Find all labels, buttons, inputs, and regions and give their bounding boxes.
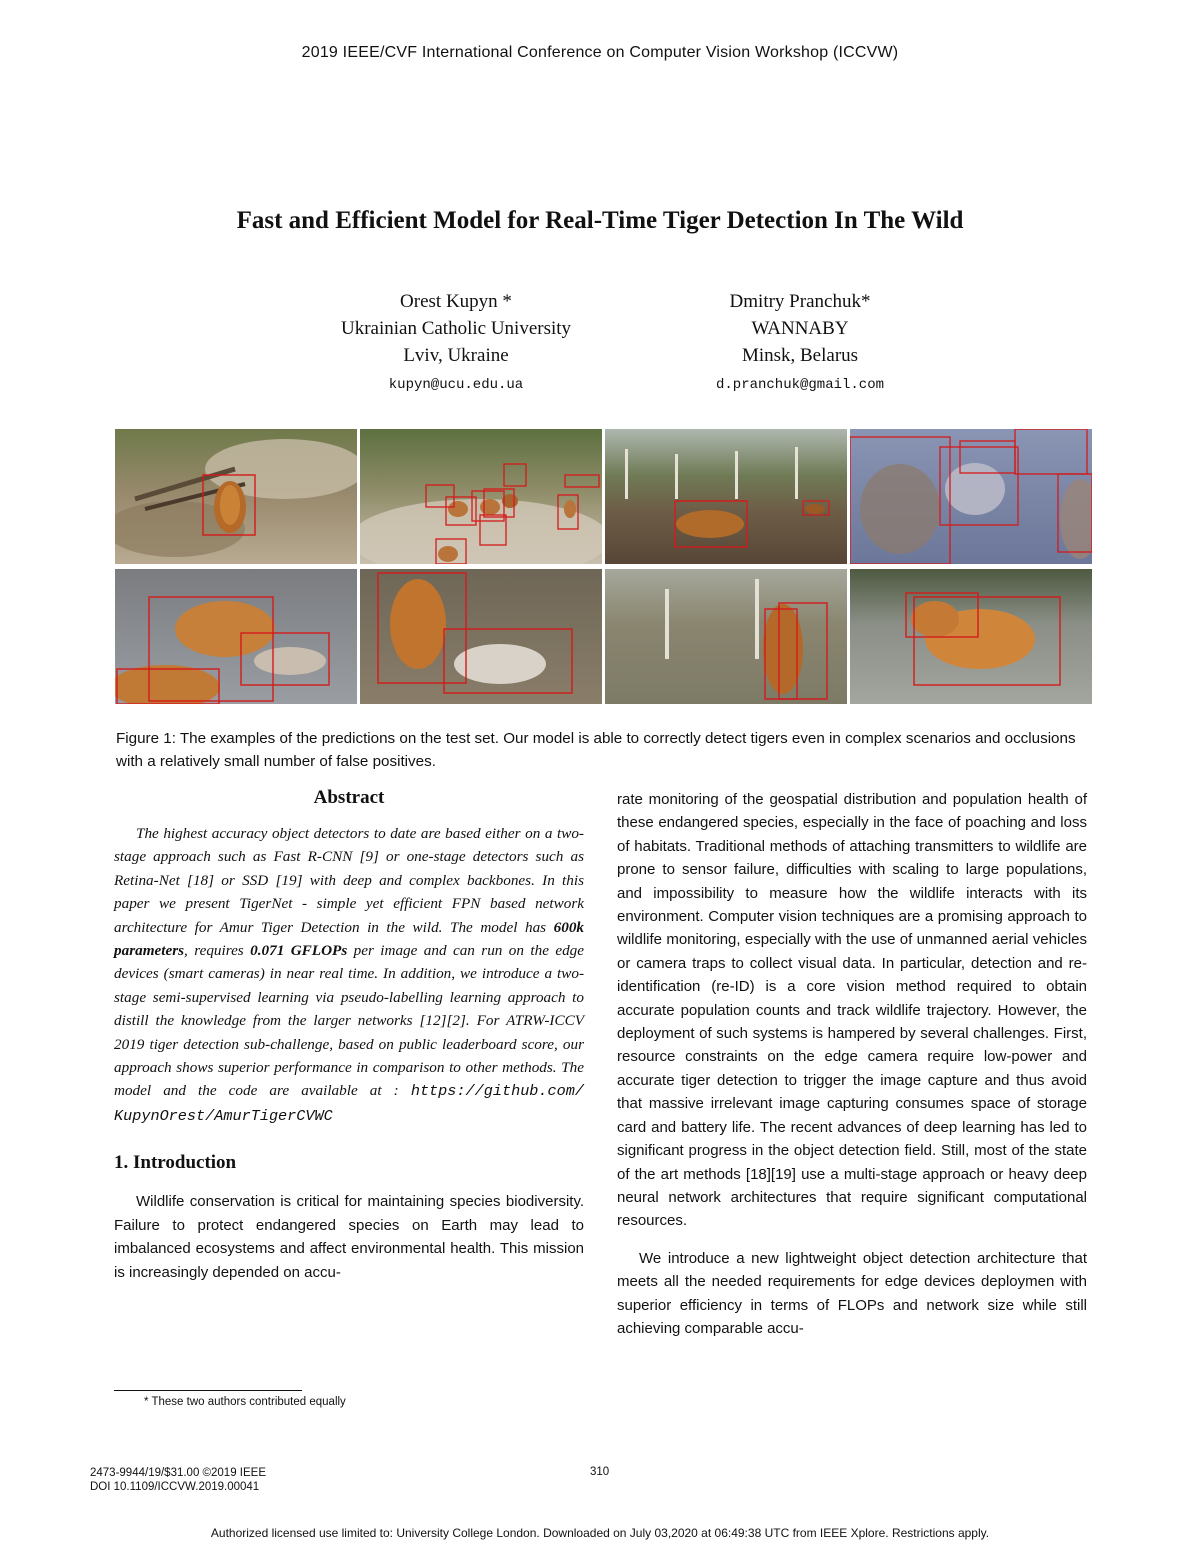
author-name: Orest Kupyn * [400, 291, 512, 312]
footnote-equal-contribution: * These two authors contributed equally [144, 1396, 346, 1408]
author-email[interactable]: d.pranchuk@gmail.com [715, 377, 885, 393]
abstract-text: The highest accuracy object detectors to date are based either on a two-stage approach such as Fast R-CNN [9] or one-stage detectors such as Retina-Net [18] or SSD [19] with deep and complex backbones. In this paper we present TigerNet - simple yet efficient FPN based network architecture for Amur Tiger Detection in the wild. The model has 600k parameters, requires 0.071 GFLOPs per image and can run on the edge devices (smart cameras) in near real time. In addition, we introduce a two-stage semi-supervised learning via pseudo-labelling learning approach to distill the knowledge from the larger networks [12][2]. For ATRW-ICCV 2019 tiger detection sub-challenge, based on public leaderboard score, our approach shows superior performance in comparison to other methods. The model and the code are available at : https://github.com/ KupynOrest/AmurTigerCVWC [114, 825, 584, 1125]
author-affiliation: Ukrainian Catholic University [340, 318, 572, 339]
figure-caption: Figure 1: The examples of the predictions on the test set. Our model is able to correctly detect tigers even in complex scenarios and occlusions with a relatively small number of false positives. [116, 730, 1076, 770]
paper-title: Fast and Efficient Model for Real-Time Tiger Detection In The Wild [236, 207, 964, 234]
detection-example-7 [605, 569, 847, 704]
footer-issn: 2473-9944/19/$31.00 ©2019 IEEE [90, 1467, 267, 1479]
footer-publication-info [90, 1466, 266, 1494]
license-notice: Authorized licensed use limited to: University College London. Downloaded on July 03,2020 at 06:49:38 UTC from IEEE Xplore. Restrictions apply. [210, 1526, 990, 1540]
abstract-heading: Abstract [313, 787, 385, 808]
detection-example-6 [360, 569, 602, 704]
author-email[interactable]: kupyn@ucu.edu.ua [388, 377, 524, 393]
right-column [617, 788, 1087, 1340]
code-url-link[interactable]: https://github.com/ KupynOrest/AmurTigerCVWC [114, 1082, 584, 1125]
footnote-divider [114, 1390, 302, 1391]
param-count: 600k parameters [114, 918, 584, 960]
author-block-1 [256, 288, 656, 396]
detection-example-1 [115, 429, 357, 564]
footer-doi: DOI 10.1109/ICCVW.2019.00041 [90, 1481, 260, 1493]
intro-paragraph-2: We introduce a new lightweight object detection architecture that meets all the needed requirements for edge devices deploymen with superior efficiency in terms of FLOPs and network size while still achieving comparable accu- [617, 1249, 1087, 1337]
author-location: Lviv, Ukraine [403, 345, 509, 366]
detection-example-8 [850, 569, 1092, 704]
author-name: Dmitry Pranchuk* [729, 291, 871, 312]
intro-paragraph-1: Wildlife conservation is critical for maintaining species biodiversity. Failure to protect endangered species on Earth may lead to imbalanced ecosystems and affect environmental health. This mission is increasingly depended on accu- [114, 1193, 584, 1281]
author-affiliation: WANNABY [751, 318, 849, 339]
section-heading-introduction: 1. Introduction [114, 1152, 237, 1174]
conference-header: 2019 IEEE/CVF International Conference on Computer Vision Workshop (ICCVW) [301, 44, 899, 61]
detection-example-2 [360, 429, 602, 564]
page-number: 310 [590, 1466, 610, 1478]
gflops-count: 0.071 GFLOPs [250, 942, 348, 960]
detection-example-3 [605, 429, 847, 564]
figure-1-detections [115, 429, 1091, 705]
detection-example-5 [115, 569, 357, 704]
author-block-2 [600, 288, 1000, 396]
detection-example-4 [850, 429, 1092, 564]
intro-paragraph-continued: rate monitoring of the geospatial distribution and population health of these endangered species, especially in the face of poaching and loss of habitats. Traditional methods of attaching transmitters to wildlife are prone to sensor failure, difficulties with scaling to large populations, and impossibility to measure how the wildlife interacts with its environment. Computer vision techniques are a promising approach to wildlife monitoring, especially with the use of unmanned aerial vehicles or camera traps to collect visual data. In particular, detection and re-identification (re-ID) is a core vision method required to obtain accurate population counts and track wildlife trajectory. However, the deployment of such systems is hampered by several challenges. First, resource constraints on the edge camera require low-power and accurate tiger detection to trigger the image capture and thus avoid that massive irrelevant image capturing consumes space of storage card and battery life. The recent advances of deep learning has led to significant progress in the object detection field. Still, most of the state of the art methods [18][19] use a multi-stage approach or heavy deep neural network architectures that require significant computational resources. [617, 791, 1087, 1230]
left-column [114, 786, 584, 1284]
author-location: Minsk, Belarus [741, 345, 859, 366]
